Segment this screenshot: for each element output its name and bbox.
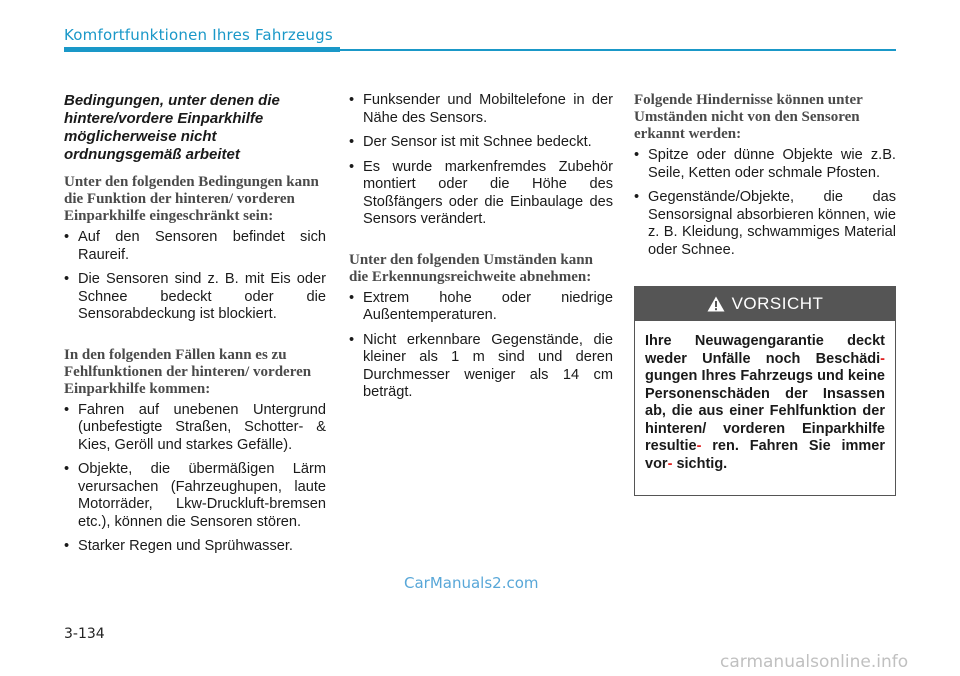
list-item: • Die Sensoren sind z. B. mit Eis oder Schnee bedeckt oder die Sensorabdeckung ist blockiert. — [64, 271, 326, 324]
conditions-heading: Bedingungen, unter denen die hintere/vordere Einparkhilfe möglicherweise nicht ordnungsgemäß arbeitet — [64, 92, 280, 163]
limited-conditions-list — [64, 229, 326, 324]
caution-title: VORSICHT — [731, 294, 824, 313]
footer-watermark: carmanualsonline.info — [720, 652, 909, 672]
watermark-link[interactable]: CarManuals2.com — [404, 574, 539, 592]
list-item: • Funksender und Mobiltelefone in der Nähe des Sensors. — [349, 92, 613, 127]
list-item: • Der Sensor ist mit Schnee bedeckt. — [349, 134, 613, 152]
list-item: • Auf den Sensoren befindet sich Raureif. — [64, 229, 326, 264]
malfunction-list — [64, 402, 326, 556]
list-item: • Spitze oder dünne Objekte wie z.B. Seile, Ketten oder schmale Pfosten. — [634, 147, 896, 182]
header-rule-thin — [340, 49, 896, 51]
list-item: • Starker Regen und Sprühwasser. — [64, 538, 326, 556]
section-heading-limited: Unter den folgenden Bedingungen kann die Funktion der hinteren/ vorderen Einparkhilfe eingeschränkt sein: — [64, 174, 319, 224]
section-heading-obstacles: Folgende Hindernisse können unter Umständen nicht von den Sensoren erkannt werden: — [634, 92, 863, 142]
column-left — [64, 92, 326, 563]
header-rule-thick — [64, 47, 340, 52]
caution-box — [634, 286, 896, 496]
chapter-title: Komfortfunktionen Ihres Fahrzeugs — [64, 26, 333, 44]
warning-triangle-icon — [707, 296, 725, 312]
column-middle — [349, 92, 613, 409]
obstacles-list — [634, 147, 896, 259]
column-right — [634, 92, 896, 266]
list-item: • Gegenstände/Objekte, die das Sensorsignal absorbieren können, wie z. B. Kleidung, schwammiges Material oder Schnee. — [634, 189, 896, 259]
caution-header — [635, 287, 895, 321]
range-list — [349, 290, 613, 402]
section-heading-malfunction: In den folgenden Fällen kann es zu Fehlfunktionen der hinteren/ vorderen Einparkhilfe kommen: — [64, 346, 312, 397]
list-item: • Nicht erkennbare Gegenstände, die kleiner als 1 m sind und deren Durchmesser weniger als 14 cm beträgt. — [349, 332, 613, 402]
list-item: • Es wurde markenfremdes Zubehör montiert oder die Höhe des Stoßfängers oder die Einbaulage des Sensors verändert. — [349, 159, 613, 229]
interference-list — [349, 92, 613, 229]
section-heading-range: Unter den folgenden Umständen kann die Erkennungsreichweite abnehmen: — [349, 251, 593, 285]
list-item: • Fahren auf unebenen Untergrund (unbefestigte Straßen, Schotter- & Kies, Geröll und starkes Gefälle). — [64, 402, 326, 455]
list-item: • Extrem hohe oder niedrige Außentemperaturen. — [349, 290, 613, 325]
list-item: • Objekte, die übermäßigen Lärm verursachen (Fahrzeughupen, laute Motorräder, Lkw-Druckluft-bremsen etc.), können die Sensoren stören. — [64, 461, 326, 531]
page-number: 3-134 — [64, 626, 105, 642]
caution-text: Ihre Neuwagengarantie deckt weder Unfälle noch Beschädi- gungen Ihres Fahrzeugs und keine Personenschäden der Insassen ab, die aus einer Fehlfunktion der hinteren/ vorderen Einparkhilfe resultie- ren. Fahren Sie immer vor- sichtig. — [645, 333, 886, 472]
